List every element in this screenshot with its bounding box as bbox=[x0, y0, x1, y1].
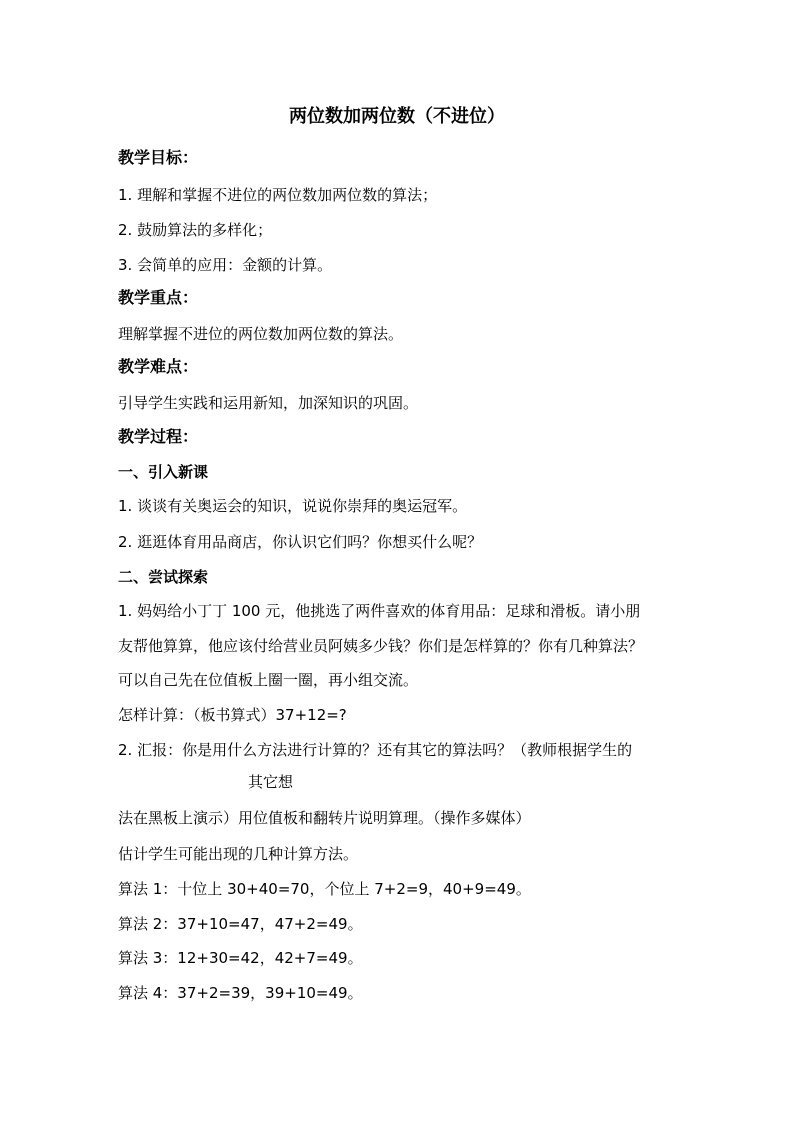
part1-item-2: 2. 逛逛体育用品商店，你认识它们吗？你想买什么呢？ bbox=[118, 533, 483, 551]
part2-line-4: 怎样计算：（板书算式）37+12=? bbox=[118, 706, 347, 724]
part2-line-6: 其它想 bbox=[248, 773, 294, 791]
page-title: 两位数加两位数（不进位） bbox=[289, 106, 505, 127]
part2-line-3: 可以自己先在位值板上圈一圈，再小组交流。 bbox=[118, 671, 419, 689]
goal-item-1: 1. 理解和掌握不进位的两位数加两位数的算法； bbox=[118, 186, 438, 204]
method-3: 算法 3：12+30=42，42+7=49。 bbox=[118, 949, 363, 967]
goals-heading: 教学目标： bbox=[118, 148, 199, 167]
part2-line-8: 估计学生可能出现的几种计算方法。 bbox=[118, 845, 359, 863]
process-heading: 教学过程： bbox=[118, 427, 199, 446]
part2-line-5: 2. 汇报：你是用什么方法进行计算的？还有其它的算法吗？（教师根据学生的 bbox=[118, 741, 633, 759]
part2-line-2: 友帮他算算，他应该付给营业员阿姨多少钱？你们是怎样算的？你有几种算法？ bbox=[118, 637, 644, 655]
part1-item-1: 1. 谈谈有关奥运会的知识，说说你崇拜的奥运冠军。 bbox=[118, 497, 468, 515]
key-heading: 教学重点： bbox=[118, 288, 199, 307]
method-1: 算法 1：十位上 30+40=70，个位上 7+2=9，40+9=49。 bbox=[118, 880, 531, 898]
difficulty-text: 引导学生实践和运用新知，加深知识的巩固。 bbox=[118, 394, 419, 412]
part2-line-7: 法在黑板上演示）用位值板和翻转片说明算理。（操作多媒体） bbox=[118, 809, 531, 827]
part2-heading: 二、尝试探索 bbox=[118, 568, 209, 586]
key-text: 理解掌握不进位的两位数加两位数的算法。 bbox=[118, 325, 404, 343]
goal-item-2: 2. 鼓励算法的多样化； bbox=[118, 221, 273, 239]
difficulty-heading: 教学难点： bbox=[118, 357, 199, 376]
method-4: 算法 4：37+2=39，39+10=49。 bbox=[118, 984, 363, 1002]
goal-item-3: 3. 会简单的应用：金额的计算。 bbox=[118, 256, 333, 274]
part2-line-1: 1. 妈妈给小丁丁 100 元，他挑选了两件喜欢的体育用品：足球和滑板。请小朋 bbox=[118, 602, 641, 620]
part1-heading: 一、引入新课 bbox=[118, 463, 209, 481]
method-2: 算法 2：37+10=47，47+2=49。 bbox=[118, 915, 363, 933]
